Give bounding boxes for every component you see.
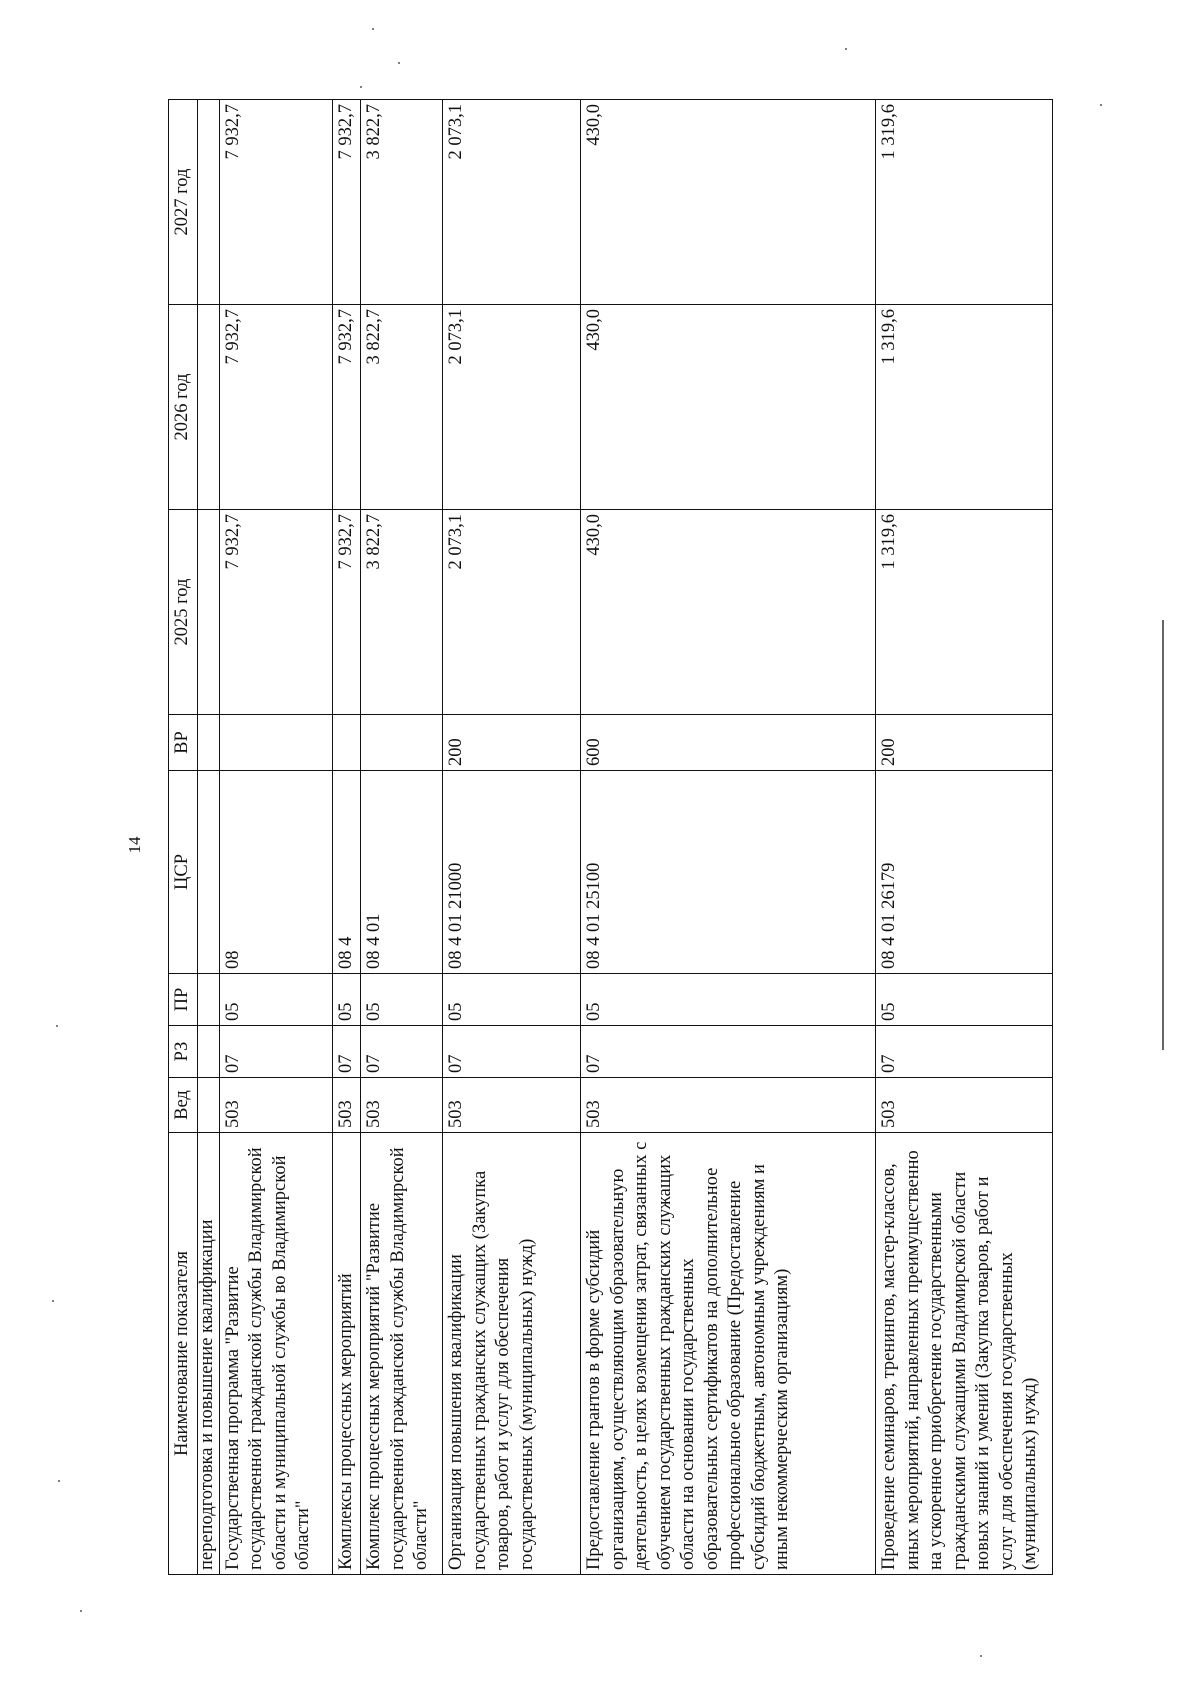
- header-pr: ПР: [169, 974, 198, 1026]
- row-ved: 503: [219, 1078, 332, 1133]
- header-ved: Вед: [169, 1078, 198, 1133]
- header-rz: РЗ: [169, 1026, 198, 1078]
- row-name: Комплекс процессных мероприятий "Развитие государственной гражданской службы Владимирской области": [361, 1133, 443, 1575]
- page-number: 14: [125, 836, 144, 854]
- header-csr: ЦСР: [169, 771, 198, 974]
- row-2027: 2 073,1: [443, 100, 581, 305]
- row-name: Проведение семинаров, тренингов, мастер-классов, иных мероприятий, направленных преимущественно на ускоренное приобретение государственными гражданскими служащими Владимирской области новых знаний и умений (Закупка товаров, работ и услуг для обеспечения государственных (муниципальных) нужд): [876, 1133, 1053, 1575]
- row-2025: 2 073,1: [443, 510, 581, 715]
- header-2025: 2025 год: [169, 510, 198, 715]
- row-rz: 07: [443, 1026, 581, 1078]
- table-row: [443, 100, 581, 1575]
- budget-table: [168, 99, 1053, 1575]
- header-vr: ВР: [169, 715, 198, 771]
- row-vr: 600: [581, 715, 876, 771]
- header-2026: 2026 год: [169, 305, 198, 510]
- row-pr: 05: [332, 974, 361, 1026]
- row-rz: 07: [581, 1026, 876, 1078]
- row-vr: [361, 715, 443, 771]
- row-2026: 3 822,7: [361, 305, 443, 510]
- row-pr: 05: [443, 974, 581, 1026]
- table-row: [219, 100, 332, 1575]
- scan-speck: [398, 62, 400, 64]
- row-2026: 7 932,7: [219, 305, 332, 510]
- row-2027: 3 822,7: [361, 100, 443, 305]
- scan-speck: [52, 1300, 54, 1302]
- scan-speck: [80, 1610, 82, 1612]
- table-row: [876, 100, 1053, 1575]
- row-pr: 05: [876, 974, 1053, 1026]
- scan-edge-line: [1162, 620, 1164, 1050]
- row-2025: 7 932,7: [219, 510, 332, 715]
- row-2026: 1 319,6: [876, 305, 1053, 510]
- row-csr: 08: [219, 771, 332, 974]
- row-2025: 3 822,7: [361, 510, 443, 715]
- row-rz: 07: [332, 1026, 361, 1078]
- table-row: [332, 100, 361, 1575]
- row-csr: 08 4 01 26179: [876, 771, 1053, 974]
- row-2025: 430,0: [581, 510, 876, 715]
- row-name: Государственная программа "Развитие государственной гражданской службы Владимирской области и муниципальной службы во Владимирской области": [219, 1133, 332, 1575]
- scan-speck: [980, 1655, 982, 1657]
- scan-speck: [372, 28, 374, 30]
- row-2026: 430,0: [581, 305, 876, 510]
- row-ved: 503: [581, 1078, 876, 1133]
- row-csr: 08 4: [332, 771, 361, 974]
- row-pr: 05: [581, 974, 876, 1026]
- row-vr: 200: [876, 715, 1053, 771]
- row-2026: 7 932,7: [332, 305, 361, 510]
- row-2027: 1 319,6: [876, 100, 1053, 305]
- row-name: Организация повышения квалификации государственных гражданских служащих (Закупка товаров, работ и услуг для обеспечения государственных (муниципальных) нужд): [443, 1133, 581, 1575]
- header-2027: 2027 год: [169, 100, 198, 305]
- row-2026: 2 073,1: [443, 305, 581, 510]
- table-header-row: [169, 100, 198, 1575]
- row-pr: 05: [219, 974, 332, 1026]
- table-row: [361, 100, 443, 1575]
- row-ved: 503: [876, 1078, 1053, 1133]
- row-rz: 07: [876, 1026, 1053, 1078]
- row-ved: 503: [332, 1078, 361, 1133]
- header-name: Наименование показателя: [169, 1133, 198, 1575]
- scan-speck: [56, 1025, 58, 1027]
- row-ved: 503: [361, 1078, 443, 1133]
- row-rz: 07: [361, 1026, 443, 1078]
- scan-speck: [845, 48, 847, 50]
- row-2025: 7 932,7: [332, 510, 361, 715]
- row-2025: 1 319,6: [876, 510, 1053, 715]
- scan-speck: [1100, 104, 1102, 106]
- scan-speck: [360, 86, 362, 88]
- section-label: переподготовка и повышение квалификации: [197, 1133, 219, 1575]
- row-name: Предоставление грантов в форме субсидий организациям, осуществляющим образовательную деятельность, в целях возмещения затрат, связанных с обучением государственных гражданских служащих области на основании государственных образовательных сертификатов на дополнительное профессиональное образование (Предоставление субсидий бюджетным, автономным учреждениям и иным некоммерческим организациям): [581, 1133, 876, 1575]
- row-2027: 430,0: [581, 100, 876, 305]
- row-rz: 07: [219, 1026, 332, 1078]
- row-csr: 08 4 01 25100: [581, 771, 876, 974]
- budget-table-sheet: [168, 100, 1051, 1575]
- table-row: [581, 100, 876, 1575]
- table-section-row: [197, 100, 219, 1575]
- row-name: Комплексы процессных мероприятий: [332, 1133, 361, 1575]
- row-2027: 7 932,7: [219, 100, 332, 305]
- row-vr: [219, 715, 332, 771]
- row-csr: 08 4 01 21000: [443, 771, 581, 974]
- row-vr: [332, 715, 361, 771]
- row-csr: 08 4 01: [361, 771, 443, 974]
- row-pr: 05: [361, 974, 443, 1026]
- scan-speck: [58, 1480, 60, 1482]
- row-ved: 503: [443, 1078, 581, 1133]
- row-2027: 7 932,7: [332, 100, 361, 305]
- row-vr: 200: [443, 715, 581, 771]
